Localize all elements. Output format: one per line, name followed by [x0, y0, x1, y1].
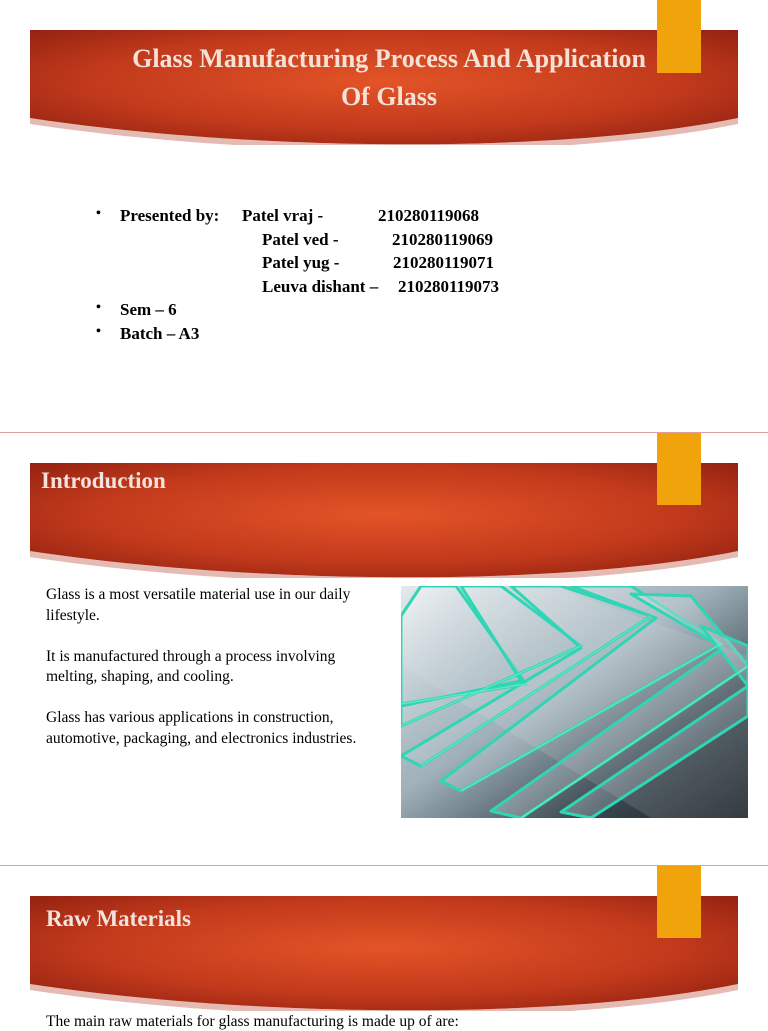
section-title: Raw Materials: [46, 906, 191, 931]
bullet-icon: •: [96, 300, 101, 315]
bullet-icon: •: [96, 206, 101, 221]
glass-sheets-image: [401, 586, 748, 818]
accent-tab: [657, 866, 701, 938]
slide-title: Glass Manufacturing Process And Application Of Glass • Presented by: Patel vraj - 210280119068 Patel ved - 210280119069 Patel yug - 210280119071 Leuva dishant – 210280119073 • Sem – 6 • Batch – A3: [0, 0, 768, 432]
slide-raw-materials: [0, 866, 768, 1024]
paragraph: Glass has various applications in construction, automotive, packaging, and electronics industries.: [46, 709, 357, 747]
presentation-title: Glass Manufacturing Process And Application Of Glass: [132, 44, 646, 111]
intro-body: [46, 585, 376, 770]
accent-tab: [657, 433, 701, 505]
bullet-icon: •: [96, 323, 101, 339]
partial-paragraph: The main raw materials for glass manufacturing is made up of are:: [46, 1013, 459, 1030]
paragraph: Glass is a most versatile material use in our daily lifestyle.: [46, 586, 351, 624]
paragraph: It is manufactured through a process involving melting, shaping, and cooling.: [46, 647, 336, 685]
section-title: Introduction: [41, 468, 166, 493]
